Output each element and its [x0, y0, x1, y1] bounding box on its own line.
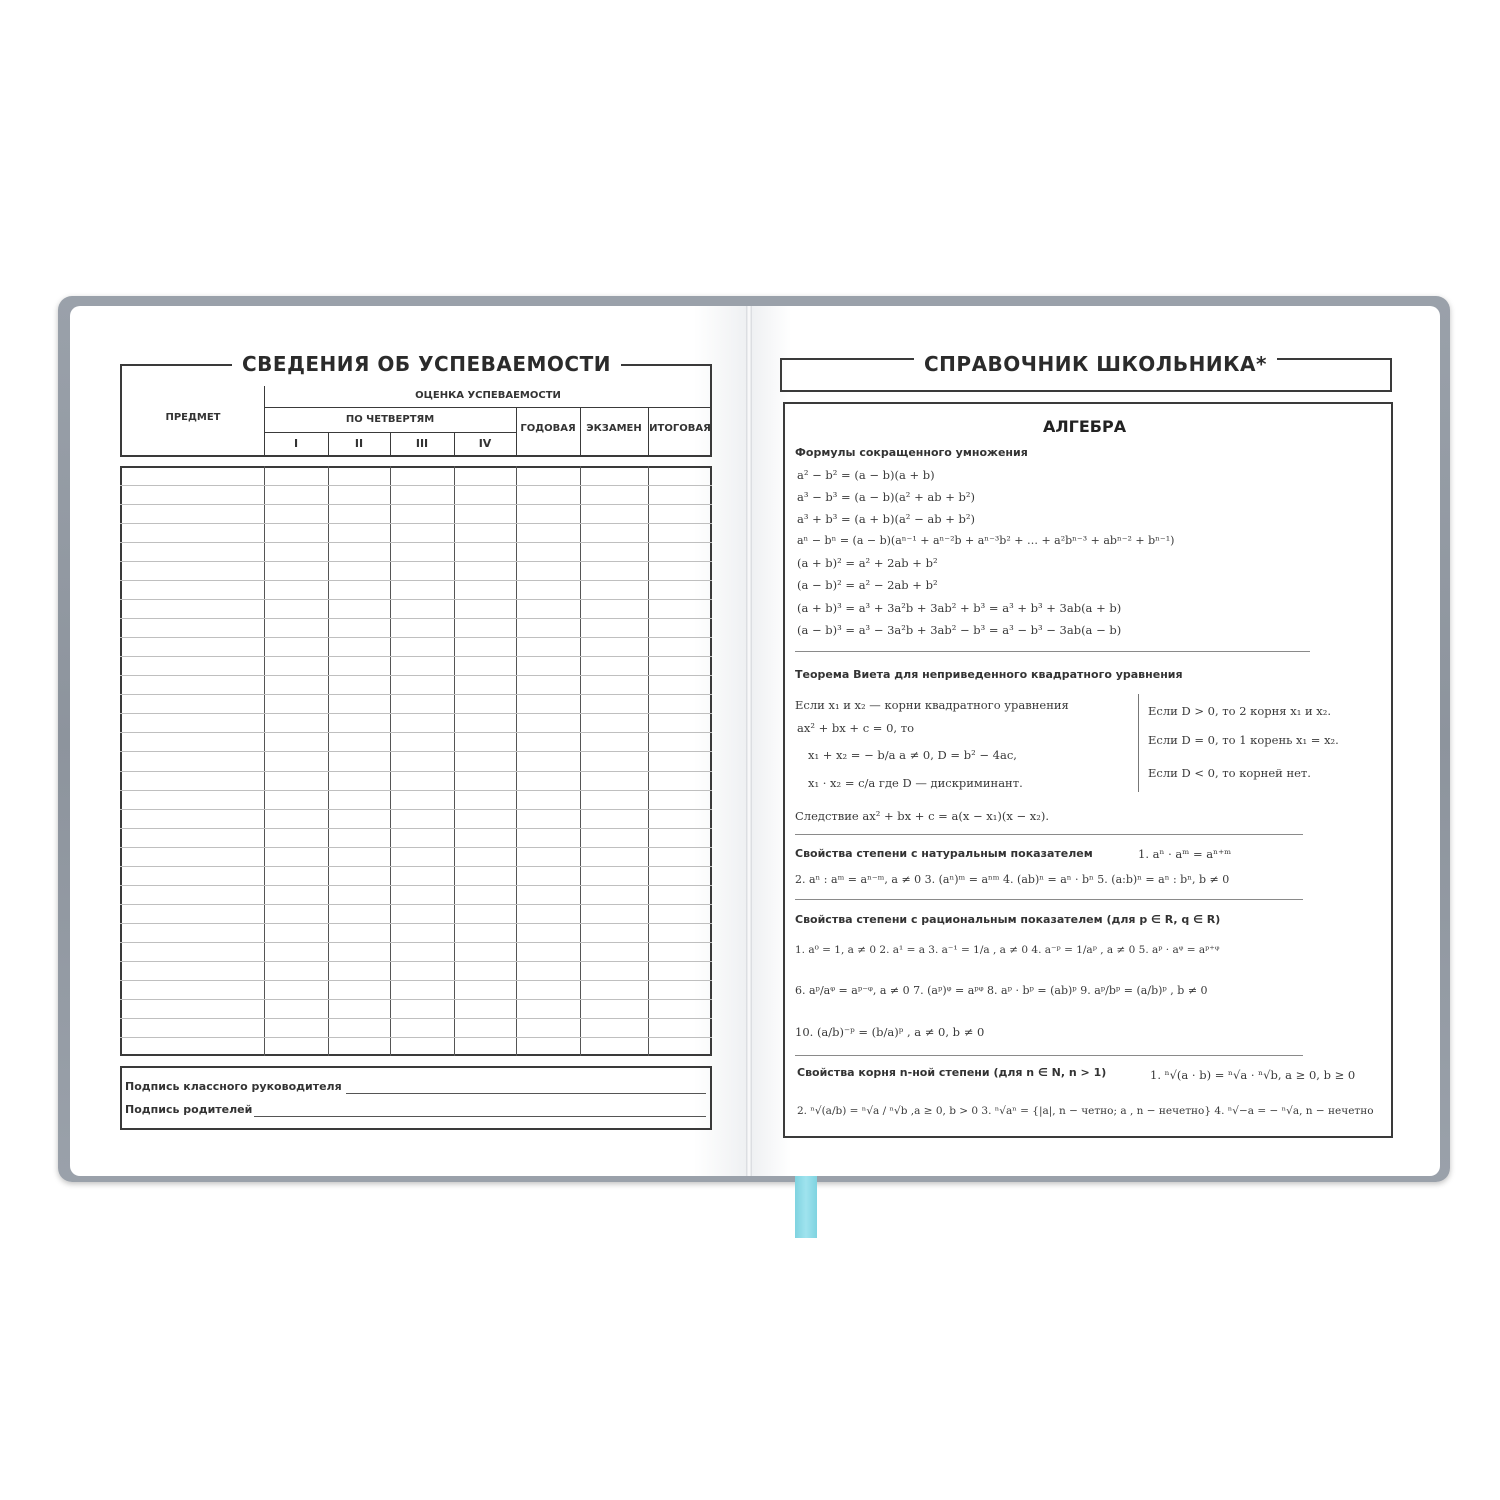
grid-row-line: [120, 961, 712, 962]
bookmark-ribbon[interactable]: [795, 1176, 817, 1238]
vieta-corollary: Следствие ax² + bx + c = a(x − x₁)(x − x₂).: [795, 809, 1049, 823]
vieta-title: Теорема Виета для неприведенного квадратного уравнения: [795, 668, 1183, 681]
grid-column-line: [454, 466, 455, 1056]
grid-row-line: [120, 618, 712, 619]
vieta-text: Если x₁ и x₂ — корни квадратного уравнения: [795, 698, 1069, 712]
grid-column-line: [516, 466, 517, 1056]
formula: 2. ⁿ√(a/b) = ⁿ√a / ⁿ√b ,a ≥ 0, b > 0 3. ⁿ√aⁿ = {|a|, n − четно; a , n − нечетно} 4. ⁿ√−a = − ⁿ√a, n − нечетно: [797, 1105, 1374, 1117]
natural-power-title: Свойства степени с натуральным показателем: [795, 847, 1093, 860]
grid-row-line: [120, 485, 712, 486]
formula: a³ − b³ = (a − b)(a² + ab + b²): [797, 490, 975, 504]
grid-row-line: [120, 771, 712, 772]
col-quarter-3: III: [415, 437, 429, 450]
rational-power-title: Свойства степени с рациональным показателем (для p ∈ R, q ∈ R): [795, 913, 1221, 926]
grid-row-line: [120, 942, 712, 943]
grid-row-line: [120, 694, 712, 695]
formula: (a − b)² = a² − 2ab + b²: [797, 578, 938, 592]
grid-row-line: [120, 542, 712, 543]
grid-row-line: [120, 828, 712, 829]
formula: aⁿ − bⁿ = (a − b)(aⁿ⁻¹ + aⁿ⁻²b + aⁿ⁻³b² + … + a²bⁿ⁻³ + abⁿ⁻² + bⁿ⁻¹): [797, 534, 1175, 547]
notebook-spine: [746, 306, 752, 1176]
root-title: Свойства корня n-ной степени (для n ∈ N, n > 1): [797, 1066, 1107, 1079]
col-quarter-1: I: [293, 437, 299, 450]
formula: 1. aⁿ · aᵐ = aⁿ⁺ᵐ: [1138, 847, 1232, 861]
grid-row-line: [120, 599, 712, 600]
grid-row-line: [120, 732, 712, 733]
grades-title: СВЕДЕНИЯ ОБ УСПЕВАЕМОСТИ: [232, 352, 621, 376]
grid-row-line: [120, 999, 712, 1000]
formula: 2. aⁿ : aᵐ = aⁿ⁻ᵐ, a ≠ 0 3. (aⁿ)ᵐ = aⁿᵐ 4. (ab)ⁿ = aⁿ · bⁿ 5. (a:b)ⁿ = aⁿ : bⁿ, b ≠ 0: [795, 873, 1230, 886]
vieta-case: Если D > 0, то 2 корня x₁ и x₂.: [1148, 704, 1332, 718]
col-exam: ЭКЗАМЕН: [586, 423, 642, 434]
grid-row-line: [120, 980, 712, 981]
grades-grid[interactable]: [120, 466, 712, 1056]
grid-column-line: [390, 466, 391, 1056]
col-subject: ПРЕДМЕТ: [165, 412, 221, 423]
algebra-heading: АЛГЕБРА: [1043, 417, 1127, 436]
reference-title: СПРАВОЧНИК ШКОЛЬНИКА*: [914, 352, 1277, 376]
grid-row-line: [120, 580, 712, 581]
col-quarter-2: II: [354, 437, 364, 450]
formula: 6. aᵖ/aᵠ = aᵖ⁻ᵠ, a ≠ 0 7. (aᵖ)ᵠ = aᵖᵠ 8. aᵖ · bᵖ = (ab)ᵖ 9. aᵖ/bᵖ = (a/b)ᵖ , b ≠ 0: [795, 984, 1208, 997]
formula: 1. a⁰ = 1, a ≠ 0 2. a¹ = a 3. a⁻¹ = 1/a , a ≠ 0 4. a⁻ᵖ = 1/aᵖ , a ≠ 0 5. aᵖ · aᵠ = aᵖ⁺ᵠ: [795, 944, 1220, 956]
grid-row-line: [120, 523, 712, 524]
grid-row-line: [120, 713, 712, 714]
vieta-text: x₁ + x₂ = − b/a a ≠ 0, D = b² − 4ac,: [808, 748, 1017, 762]
grid-row-line: [120, 1037, 712, 1038]
grid-row-line: [120, 904, 712, 905]
vieta-text: x₁ · x₂ = c/a где D — дискриминант.: [808, 776, 1023, 790]
col-final: ИТОГОВАЯ: [649, 423, 711, 434]
grid-row-line: [120, 923, 712, 924]
parents-signature-label: Подпись родителей: [125, 1103, 253, 1116]
formula: a² − b² = (a − b)(a + b): [797, 468, 935, 482]
teacher-signature-line[interactable]: [346, 1093, 706, 1094]
grid-row-line: [120, 809, 712, 810]
col-quarters-group: ПО ЧЕТВЕРТЯМ: [345, 414, 435, 425]
signature-box: [120, 1066, 712, 1130]
grid-row-line: [120, 1018, 712, 1019]
col-annual: ГОДОВАЯ: [520, 423, 576, 434]
formula: (a − b)³ = a³ − 3a²b + 3ab² − b³ = a³ − b³ − 3ab(a − b): [797, 623, 1122, 637]
grid-column-line: [328, 466, 329, 1056]
formula: 1. ⁿ√(a · b) = ⁿ√a · ⁿ√b, a ≥ 0, b ≥ 0: [1150, 1068, 1356, 1082]
grid-row-line: [120, 656, 712, 657]
vieta-text: ax² + bx + c = 0, то: [797, 721, 914, 735]
grid-row-line: [120, 675, 712, 676]
grid-column-line: [648, 466, 649, 1056]
grid-row-line: [120, 637, 712, 638]
formula: (a + b)³ = a³ + 3a²b + 3ab² + b³ = a³ + b³ + 3ab(a + b): [797, 601, 1122, 615]
vieta-case: Если D = 0, то 1 корень x₁ = x₂.: [1148, 733, 1339, 747]
formula: (a + b)² = a² + 2ab + b²: [797, 556, 938, 570]
col-grade-group: ОЦЕНКА УСПЕВАЕМОСТИ: [415, 390, 561, 401]
formula: a³ + b³ = (a + b)(a² − ab + b²): [797, 512, 975, 526]
grid-column-line: [580, 466, 581, 1056]
grid-row-line: [120, 790, 712, 791]
grid-column-line: [264, 466, 265, 1056]
abbrev-mult-title: Формулы сокращенного умножения: [795, 446, 1028, 459]
col-quarter-4: IV: [478, 437, 492, 450]
vieta-case: Если D < 0, то корней нет.: [1148, 766, 1311, 780]
grid-row-line: [120, 885, 712, 886]
parents-signature-line[interactable]: [254, 1116, 706, 1117]
grid-row-line: [120, 561, 712, 562]
grid-row-line: [120, 751, 712, 752]
teacher-signature-label: Подпись классного руководителя: [125, 1080, 342, 1093]
grid-row-line: [120, 847, 712, 848]
grid-row-line: [120, 866, 712, 867]
grid-row-line: [120, 504, 712, 505]
formula: 10. (a/b)⁻ᵖ = (b/a)ᵖ , a ≠ 0, b ≠ 0: [795, 1025, 985, 1039]
